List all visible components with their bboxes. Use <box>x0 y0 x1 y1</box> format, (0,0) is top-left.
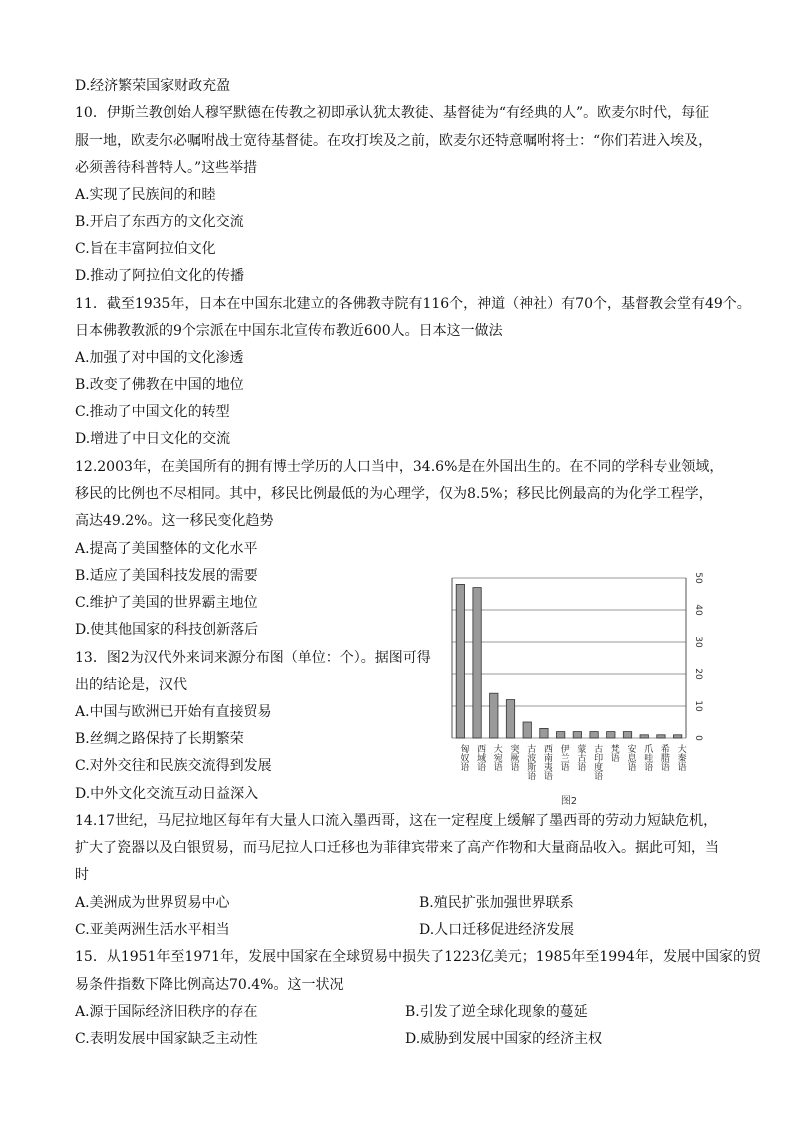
q11-option-b: B.改变了佛教在中国的地位 <box>75 377 244 393</box>
q14-stem-line-2: 扩大了瓷器以及白银贸易，而马尼拉人口迁移也为菲律宾带来了高产作物和大量商品收入。据此可知，当 <box>75 840 719 856</box>
q12-stem-line-2: 移民的比例也不尽相同。其中，移民比例最低的为心理学，仅为8.5%；移民比例最高的为化学工程学， <box>75 486 713 502</box>
chart-category-label: 大宛语 <box>491 744 502 771</box>
q14-option-c: C.亚美两洲生活水平相当 <box>75 922 230 938</box>
chart-bar <box>556 732 564 738</box>
q12-stem-line-1: 12.2003年，在美国所有的拥有博士学历的人口当中，34.6%是在外国出生的。在不同的学科专业领域， <box>75 459 724 475</box>
chart-category-label: 大秦语 <box>675 744 686 771</box>
q14-stem-line-3: 时 <box>75 867 89 883</box>
q10-stem-line-1: 10．伊斯兰教创始人穆罕默德在传教之初即承认犹太教徒、基督徒为“有经典的人”。欧麦尔时代，每征 <box>75 105 710 121</box>
q14-option-a: A.美洲成为世界贸易中心 <box>75 895 230 911</box>
chart-category-label: 希腊语 <box>658 744 669 771</box>
chart-bar <box>623 732 631 738</box>
q10-option-d: D.推动了阿拉伯文化的传播 <box>75 268 245 284</box>
q12-option-d: D.使其他国家的科技创新落后 <box>75 622 259 638</box>
q12-stem-line-3: 高达49.2%。这一移民变化趋势 <box>75 513 274 529</box>
chart-y-tick-label: 50 <box>693 572 703 584</box>
chart-y-tick-label: 30 <box>693 636 703 648</box>
chart-bar <box>473 588 481 738</box>
q15-stem-line-1: 15．从1951年至1971年，发展中国家在全球贸易中损失了1223亿美元；1985年至1994年，发展中国家的贸 <box>75 949 761 965</box>
chart-bar <box>523 722 531 738</box>
chart-y-tick-label: 0 <box>693 735 703 741</box>
q10-option-a: A.实现了民族间的和睦 <box>75 187 216 203</box>
q11-stem-line-2: 日本佛教教派的9个宗派在中国东北宣传布教近600人。日本这一做法 <box>75 323 503 339</box>
chart-category-label: 西域语 <box>475 744 486 771</box>
q15-option-b: B.引发了逆全球化现象的蔓延 <box>405 1004 588 1020</box>
q14-option-b: B.殖民扩张加强世界联系 <box>419 895 574 911</box>
q13-option-c: C.对外交往和民族交流得到发展 <box>75 758 272 774</box>
q10-option-b: B.开启了东西方的文化交流 <box>75 214 244 230</box>
q11-option-c: C.推动了中国文化的转型 <box>75 404 230 420</box>
chart-category-label: 古印度语 <box>592 744 603 780</box>
chart-bar <box>506 700 514 738</box>
chart-bar <box>573 732 581 738</box>
q10-option-c: C.旨在丰富阿拉伯文化 <box>75 241 216 257</box>
chart-category-label: 蒙古语 <box>575 744 586 771</box>
chart-category-label: 爪哇语 <box>642 744 653 771</box>
figure-2-bar-chart <box>446 566 710 812</box>
q15-option-d: D.威胁到发展中国家的经济主权 <box>405 1031 603 1047</box>
chart-category-label: 西南夷语 <box>541 744 552 780</box>
q12-option-a: A.提高了美国整体的文化水平 <box>75 541 258 557</box>
chart-y-tick-label: 20 <box>693 668 703 680</box>
chart-bar <box>456 584 464 738</box>
q13-option-a: A.中国与欧洲已开始有直接贸易 <box>75 704 272 720</box>
chart-bar <box>490 693 498 738</box>
chart-caption: 图2 <box>560 796 578 807</box>
chart-category-label: 梵语 <box>608 744 619 762</box>
q11-option-a: A.加强了对中国的文化渗透 <box>75 350 244 366</box>
q13-stem-line-1: 13．图2为汉代外来词来源分布图（单位：个）。据图可得 <box>75 650 431 666</box>
q14-option-d: D.人口迁移促进经济发展 <box>419 922 575 938</box>
chart-category-label: 突厥语 <box>508 744 519 771</box>
q15-option-a: A.源于国际经济旧秩序的存在 <box>75 1004 258 1020</box>
q12-option-c: C.维护了美国的世界霸主地位 <box>75 595 258 611</box>
chart-y-tick-label: 40 <box>693 604 703 616</box>
q14-stem-line-1: 14.17世纪，马尼拉地区每年有大量人口流入墨西哥，这在一定程度上缓解了墨西哥的劳动力短缺危机， <box>75 813 718 829</box>
chart-category-label: 匈奴语 <box>458 744 469 771</box>
chart-y-tick-label: 10 <box>693 700 703 712</box>
chart-bar <box>607 732 615 738</box>
q13-option-d: D.中外文化交流互动日益深入 <box>75 786 259 802</box>
chart-bar <box>673 735 681 738</box>
q15-option-c: C.表明发展中国家缺乏主动性 <box>75 1031 258 1047</box>
chart-bar <box>657 735 665 738</box>
chart-category-label: 古波斯语 <box>525 744 536 780</box>
q13-option-b: B.丝绸之路保持了长期繁荣 <box>75 731 244 747</box>
q9-option-d: D.经济繁荣国家财政充盈 <box>75 78 231 94</box>
q13-stem-line-2: 出的结论是，汉代 <box>75 677 187 693</box>
q10-stem-line-2: 服一地，欧麦尔必嘱咐战士宽待基督徒。在攻打埃及之前，欧麦尔还特意嘱咐将士：“你们若进入埃及， <box>75 133 713 149</box>
chart-bar <box>590 732 598 738</box>
q11-option-d: D.增进了中日文化的交流 <box>75 431 231 447</box>
chart-bar <box>540 728 548 738</box>
q11-stem-line-1: 11．截至1935年，日本在中国东北建立的各佛教寺院有116个，神道（神社）有70个，基督教会堂有49个。 <box>75 296 751 312</box>
chart-bar <box>640 735 648 738</box>
chart-category-label: 伊兰语 <box>558 744 569 771</box>
chart-category-label: 安息语 <box>625 744 636 771</box>
q10-stem-line-3: 必须善待科普特人。”这些举措 <box>75 160 258 176</box>
q15-stem-line-2: 易条件指数下降比例高达70.4%。这一状况 <box>75 977 344 993</box>
q12-option-b: B.适应了美国科技发展的需要 <box>75 568 258 584</box>
